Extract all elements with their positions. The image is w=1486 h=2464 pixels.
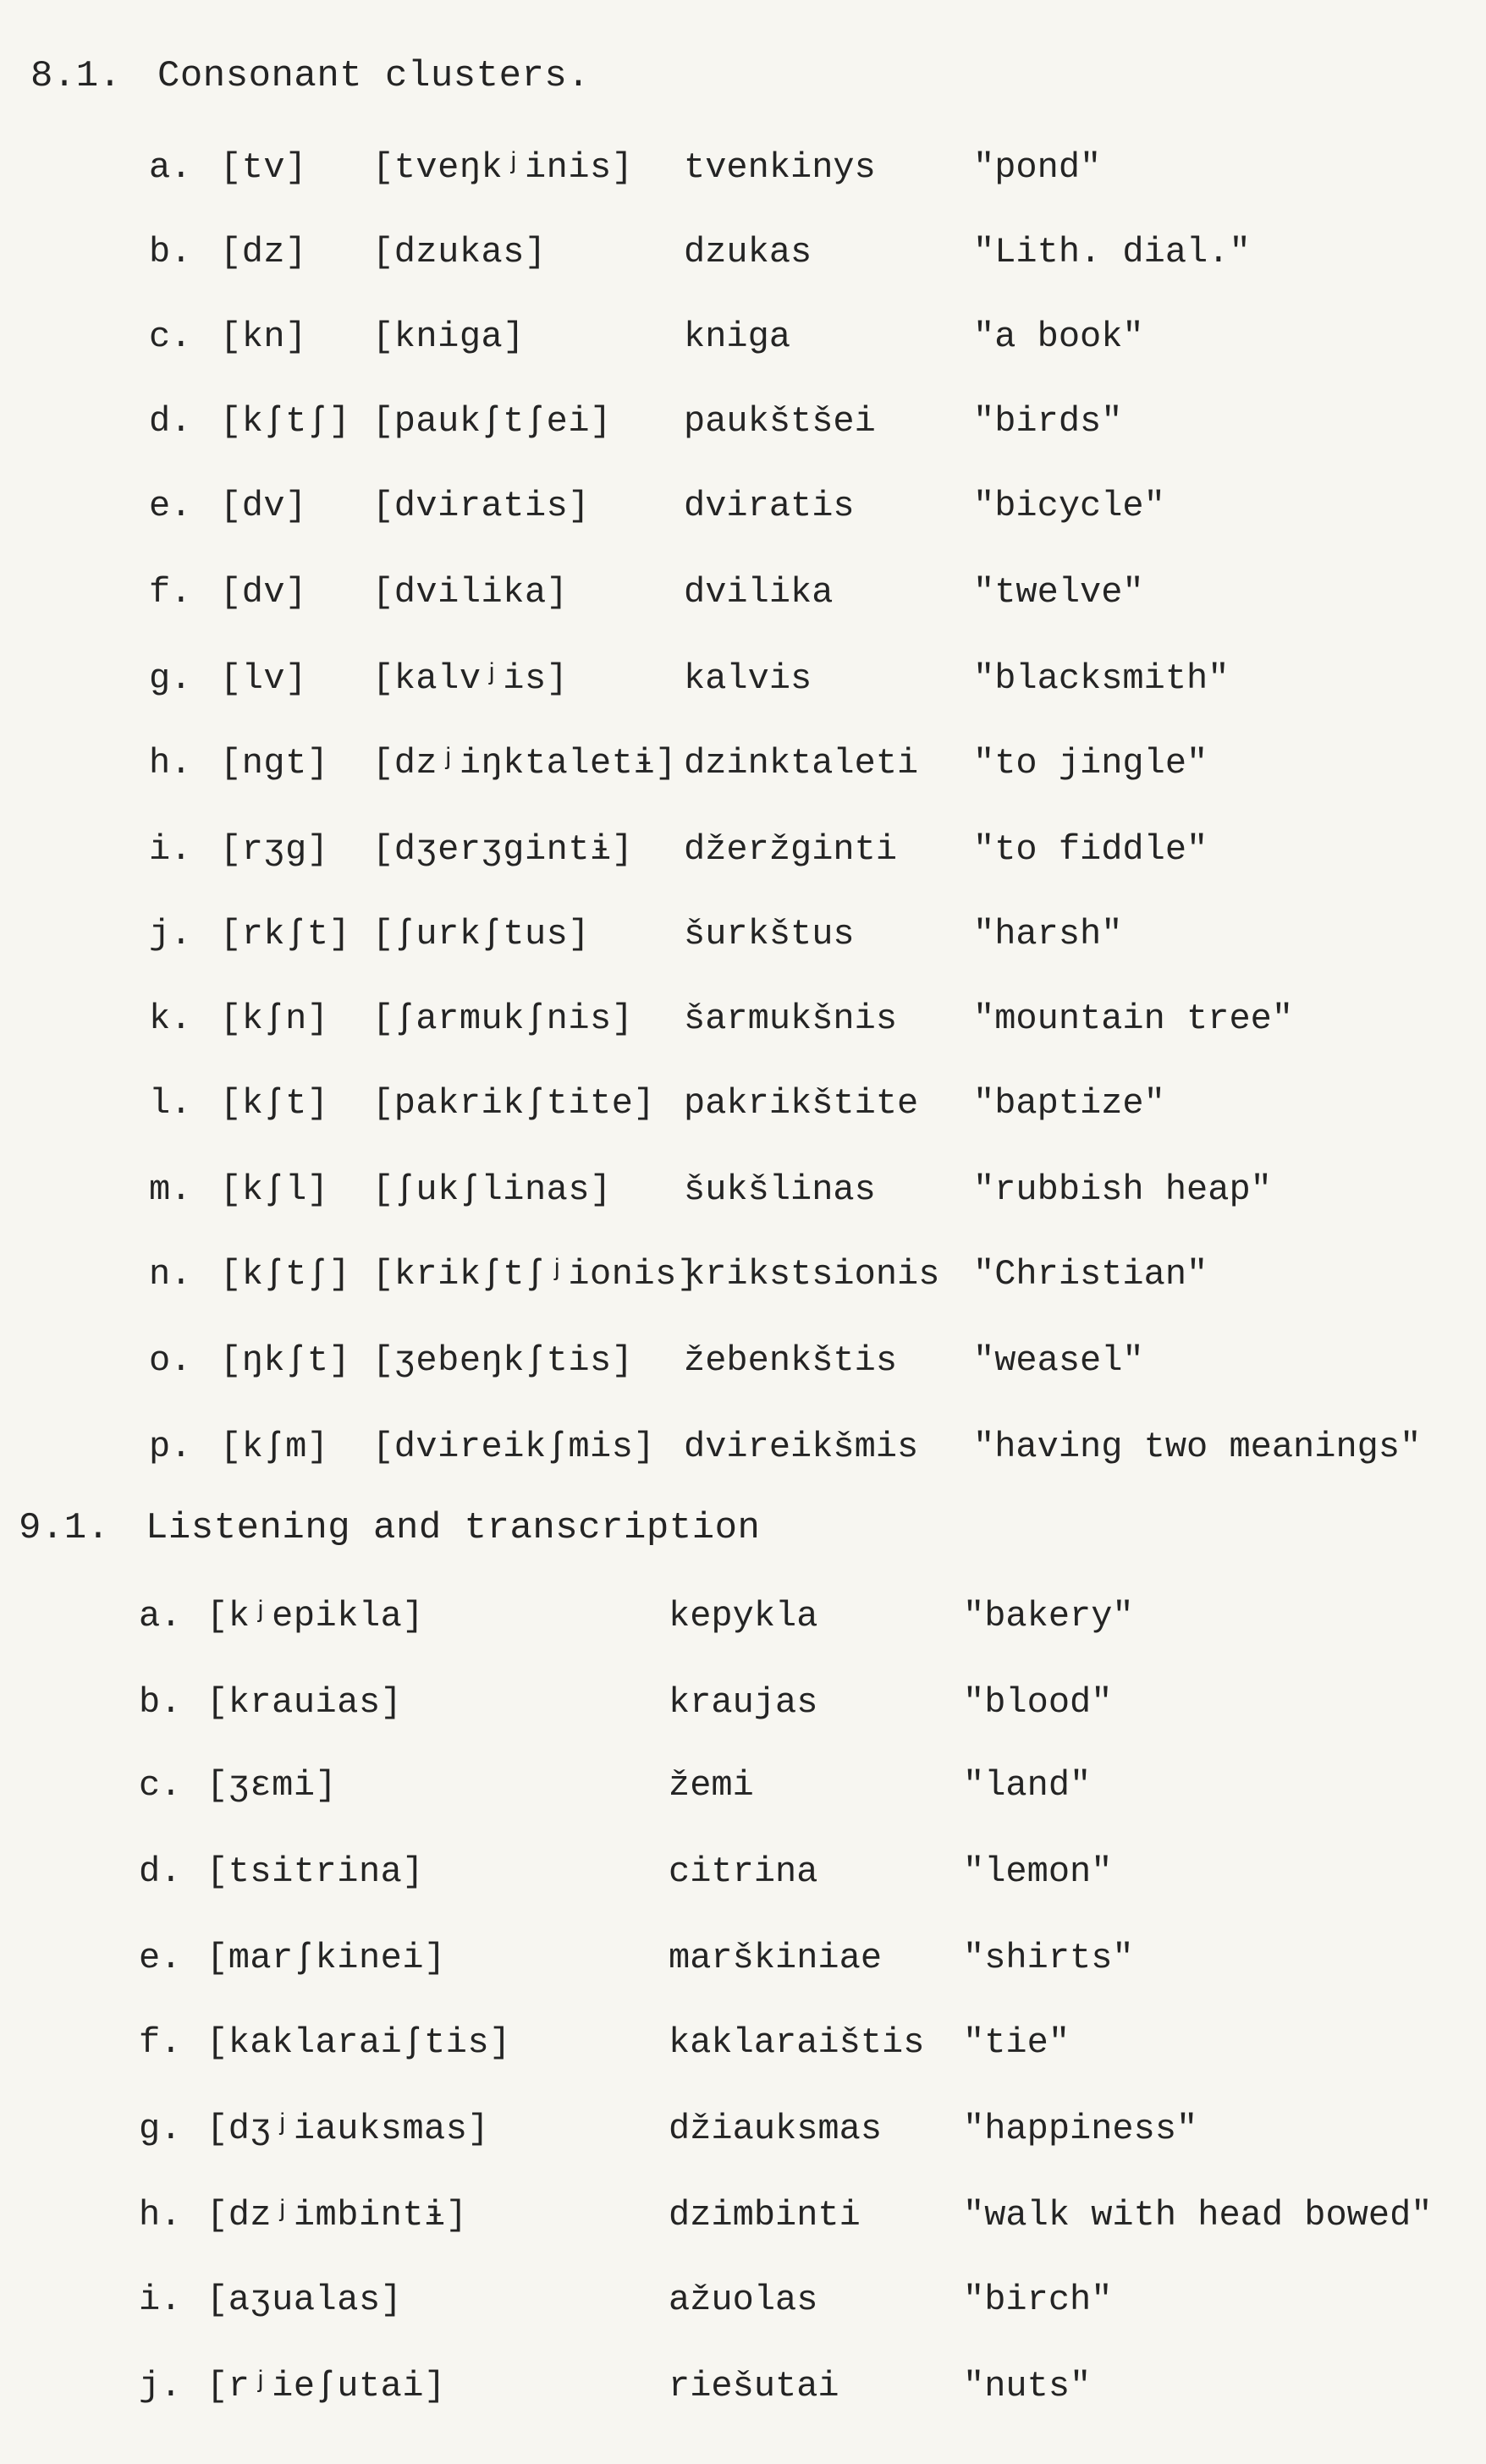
section-title: Listening and transcription (146, 1507, 761, 1549)
english-gloss: "to jingle" (973, 743, 1208, 784)
cluster-row (0, 481, 1486, 531)
lithuanian-word: citrina (669, 1851, 818, 1892)
phonetic-transcription: [ ʒɛmi ] (206, 1760, 337, 1811)
cluster-transcription: [ kʃl ] (220, 1164, 329, 1215)
english-gloss: "birds" (973, 401, 1123, 442)
cluster-row (0, 824, 1486, 875)
lithuanian-word: ažuolas (669, 2280, 818, 2320)
phonetic-transcription: [ pakrikʃtite ] (372, 1078, 655, 1129)
phonetic-transcription: [ dzʲiŋktaletɨ ] (372, 738, 677, 789)
transcription-row (0, 2274, 1486, 2325)
phonetic-transcription: [ rʲieʃutai ] (206, 2361, 446, 2412)
cluster-row (0, 653, 1486, 704)
cluster-row (0, 909, 1486, 960)
english-gloss: "tie" (963, 2022, 1070, 2063)
english-gloss: "Lith. dial." (973, 232, 1251, 272)
cluster-transcription: [ ngt ] (220, 738, 329, 789)
english-gloss: "birch" (963, 2280, 1113, 2320)
lithuanian-word: dzimbinti (669, 2195, 861, 2236)
section-heading (19, 1506, 760, 1550)
row-letter: d. (139, 1851, 182, 1892)
row-letter: f. (149, 572, 192, 613)
cluster-row (0, 1078, 1486, 1129)
row-letter: g. (149, 658, 192, 699)
cluster-row (0, 1422, 1486, 1472)
english-gloss: "land" (963, 1765, 1092, 1806)
english-gloss: "weasel" (973, 1340, 1144, 1381)
transcription-row (0, 1933, 1486, 1983)
lithuanian-word: kaklaraištis (669, 2022, 925, 2063)
english-gloss: "harsh" (973, 914, 1123, 954)
english-gloss: "blood" (963, 1682, 1113, 1723)
phonetic-transcription: [ tsitrina ] (206, 1846, 424, 1897)
english-gloss: "baptize" (973, 1083, 1165, 1124)
row-letter: i. (139, 2280, 182, 2320)
phonetic-transcription: [ ʃurkʃtus ] (372, 909, 590, 960)
phonetic-transcription: [ ʃukʃlinas ] (372, 1164, 612, 1215)
phonetic-transcription: [ aʒualas ] (206, 2274, 402, 2325)
lithuanian-word: kraujas (669, 1682, 818, 1723)
english-gloss: "mountain tree" (973, 998, 1294, 1039)
row-letter: j. (149, 914, 192, 954)
cluster-row (0, 738, 1486, 789)
lithuanian-word: kepykla (669, 1596, 818, 1636)
lithuanian-word: šurkštus (684, 914, 855, 954)
english-gloss: "pond" (973, 147, 1102, 188)
row-letter: a. (149, 147, 192, 188)
cluster-row (0, 396, 1486, 447)
cluster-transcription: [ dz ] (220, 227, 307, 278)
section-number: 9.1. (19, 1507, 110, 1549)
row-letter: l. (149, 1083, 192, 1124)
phonetic-transcription: [ dvireikʃmis ] (372, 1422, 655, 1472)
lithuanian-word: pakrikštite (684, 1083, 919, 1124)
phonetic-transcription: [ marʃkinei ] (206, 1933, 446, 1983)
cluster-transcription: [ kʃm ] (220, 1422, 329, 1472)
lithuanian-word: riešutai (669, 2366, 839, 2406)
row-letter: a. (139, 1596, 182, 1636)
transcription-row (0, 2190, 1486, 2241)
lithuanian-word: dvilika (684, 572, 834, 613)
row-letter: h. (139, 2195, 182, 2236)
row-letter: k. (149, 998, 192, 1039)
cluster-row (0, 567, 1486, 618)
english-gloss: "bicycle" (973, 486, 1165, 526)
row-letter: b. (149, 232, 192, 272)
cluster-row (0, 227, 1486, 278)
english-gloss: "walk with head bowed" (963, 2195, 1433, 2236)
row-letter: c. (149, 316, 192, 357)
lithuanian-word: tvenkinys (684, 147, 876, 188)
phonetic-transcription: [ dvilika ] (372, 567, 568, 618)
lithuanian-word: džeržginti (684, 829, 898, 870)
english-gloss: "shirts" (963, 1938, 1134, 1978)
phonetic-transcription: [ krikʃtʃʲionis ] (372, 1249, 699, 1300)
cluster-row (0, 1249, 1486, 1300)
row-letter: j. (139, 2366, 182, 2406)
english-gloss: "Christian" (973, 1254, 1208, 1295)
phonetic-transcription: [ dʒerʒgintɨ ] (372, 824, 633, 875)
transcription-row (0, 2017, 1486, 2068)
transcription-row (0, 1677, 1486, 1728)
cluster-transcription: [ rʒg ] (220, 824, 329, 875)
english-gloss: "rubbish heap" (973, 1169, 1272, 1210)
english-gloss: "nuts" (963, 2366, 1092, 2406)
english-gloss: "to fiddle" (973, 829, 1208, 870)
cluster-row (0, 142, 1486, 193)
cluster-row (0, 1335, 1486, 1386)
english-gloss: "lemon" (963, 1851, 1113, 1892)
transcription-row (0, 1591, 1486, 1642)
cluster-transcription: [ lv ] (220, 653, 307, 704)
cluster-transcription: [ kʃtʃ ] (220, 1249, 350, 1300)
phonetic-transcription: [ dʒʲiauksmas ] (206, 2104, 489, 2154)
lithuanian-word: šarmukšnis (684, 998, 898, 1039)
transcription-row (0, 2104, 1486, 2154)
cluster-transcription: [ kʃtʃ ] (220, 396, 350, 447)
row-letter: o. (149, 1340, 192, 1381)
section-number: 8.1. (30, 55, 122, 97)
row-letter: m. (149, 1169, 192, 1210)
row-letter: g. (139, 2109, 182, 2149)
lithuanian-word: žebenkštis (684, 1340, 898, 1381)
cluster-transcription: [ rkʃt ] (220, 909, 350, 960)
lithuanian-word: kalvis (684, 658, 812, 699)
row-letter: f. (139, 2022, 182, 2063)
phonetic-transcription: [ dzʲimbintɨ ] (206, 2190, 467, 2241)
section-heading (30, 54, 590, 98)
transcription-row (0, 1760, 1486, 1811)
section-title: Consonant clusters. (157, 55, 591, 97)
row-letter: i. (149, 829, 192, 870)
lithuanian-word: džiauksmas (669, 2109, 883, 2149)
phonetic-transcription: [ kʲepikla ] (206, 1591, 424, 1642)
cluster-row (0, 993, 1486, 1044)
row-letter: n. (149, 1254, 192, 1295)
english-gloss: "bakery" (963, 1596, 1134, 1636)
row-letter: e. (149, 486, 192, 526)
english-gloss: "blacksmith" (973, 658, 1230, 699)
phonetic-transcription: [ ʒebeŋkʃtis ] (372, 1335, 633, 1386)
row-letter: d. (149, 401, 192, 442)
phonetic-transcription: [ ʃarmukʃnis ] (372, 993, 633, 1044)
cluster-transcription: [ ŋkʃt ] (220, 1335, 350, 1386)
cluster-transcription: [ kn ] (220, 311, 307, 362)
lithuanian-word: marškiniae (669, 1938, 883, 1978)
lithuanian-word: krikstsionis (684, 1254, 940, 1295)
lithuanian-word: dviratis (684, 486, 855, 526)
phonetic-transcription: [ kaklaraiʃtis ] (206, 2017, 511, 2068)
lithuanian-word: dzukas (684, 232, 812, 272)
english-gloss: "having two meanings" (973, 1427, 1422, 1467)
lithuanian-word: kniga (684, 316, 791, 357)
transcription-row (0, 1846, 1486, 1897)
row-letter: h. (149, 743, 192, 784)
cluster-row (0, 311, 1486, 362)
lithuanian-word: dzinktaleti (684, 743, 919, 784)
english-gloss: "a book" (973, 316, 1144, 357)
phonetic-transcription: [ krauias ] (206, 1677, 402, 1728)
phonetic-transcription: [ tveŋkʲinis ] (372, 142, 633, 193)
cluster-transcription: [ dv ] (220, 567, 307, 618)
row-letter: b. (139, 1682, 182, 1723)
transcription-row (0, 2361, 1486, 2412)
phonetic-transcription: [ paukʃtʃei ] (372, 396, 612, 447)
cluster-transcription: [ tv ] (220, 142, 307, 193)
row-letter: e. (139, 1938, 182, 1978)
lithuanian-word: paukštšei (684, 401, 876, 442)
cluster-transcription: [ dv ] (220, 481, 307, 531)
phonetic-transcription: [ dzukas ] (372, 227, 547, 278)
english-gloss: "twelve" (973, 572, 1144, 613)
lithuanian-word: žemi (669, 1765, 754, 1806)
phonetic-transcription: [ kalvʲis ] (372, 653, 568, 704)
row-letter: p. (149, 1427, 192, 1467)
lithuanian-word: dvireikšmis (684, 1427, 919, 1467)
english-gloss: "happiness" (963, 2109, 1198, 2149)
lithuanian-word: šukšlinas (684, 1169, 876, 1210)
cluster-transcription: [ kʃn ] (220, 993, 329, 1044)
phonetic-transcription: [ kniga ] (372, 311, 525, 362)
row-letter: c. (139, 1765, 182, 1806)
phonetic-transcription: [ dviratis ] (372, 481, 590, 531)
cluster-row (0, 1164, 1486, 1215)
cluster-transcription: [ kʃt ] (220, 1078, 329, 1129)
